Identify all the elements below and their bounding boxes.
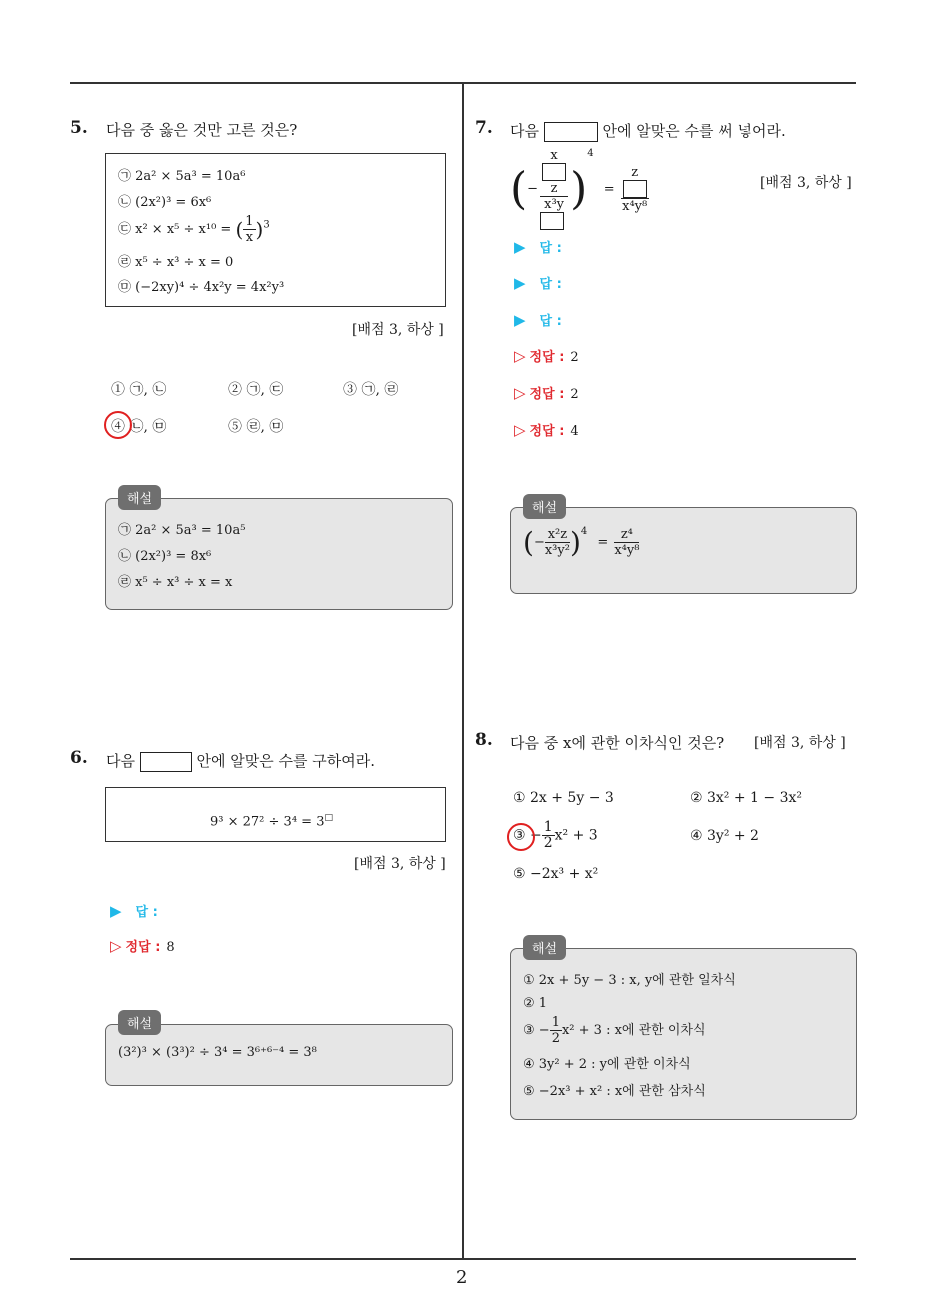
correct-triangle-icon: ▷ (514, 421, 526, 439)
q5-choice-1[interactable]: ① ㉠, ㉡ (111, 382, 167, 398)
q6-explanation: (3²)³ × (3³)² ÷ 3⁴ = 3⁶⁺⁶⁻⁴ = 3⁸ (118, 1045, 317, 1060)
bottom-rule (70, 1258, 856, 1260)
q6-answer-field[interactable]: ▶ 답 : (110, 902, 158, 920)
answer-triangle-icon: ▶ (514, 274, 526, 292)
q5-statement-4: ㉣ x⁵ ÷ x³ ÷ x = 0 (118, 255, 234, 270)
q5-question: 다음 중 옳은 것만 고른 것은? (106, 121, 298, 139)
q7-lhs-fraction: x z x³y (540, 148, 568, 230)
q7-score: [배점 3, 하상 ] (760, 175, 852, 191)
q5-statement-1: ㉠ 2a² × 5a³ = 10a⁶ (118, 169, 246, 184)
q6-number: 6. (70, 748, 88, 768)
q6-equation-box (105, 787, 446, 842)
q7-correct-answer-3: ▷ 정답 : 4 (514, 421, 579, 439)
q5-statement-3-text: ㉢ x² × x⁵ ÷ x¹⁰ = (118, 222, 236, 237)
q6-explanation-label: 해설 (118, 1010, 161, 1035)
q6-equation: 9³ × 27² ÷ 3⁴ = 3□ (210, 813, 333, 830)
q5-choice-4[interactable]: ④ ㉡, ㉤ (111, 419, 167, 435)
q5-statement-box (105, 153, 446, 307)
q5-choice-3[interactable]: ③ ㉠, ㉣ (343, 382, 399, 398)
q8-choice-1[interactable]: ① 2x + 5y − 3 (513, 790, 614, 806)
q7-answer-field-3[interactable]: ▶ 답 : (514, 311, 562, 329)
q5-score: [배점 3, 하상 ] (352, 322, 444, 338)
q8-explanation-3: ③ − $\frac{1}{2}$ x² + 3 : x에 관한 이차식 (523, 1015, 706, 1046)
q8-question: 다음 중 x에 관한 이차식인 것은? (510, 734, 725, 752)
q7-blank-box (544, 122, 598, 142)
q5-choice-2[interactable]: ② ㉠, ㉢ (228, 382, 284, 398)
q8-choice-5[interactable]: ⑤ −2x³ + x² (513, 866, 599, 882)
q5-explanation-1: ㉠ 2a² × 5a³ = 10a⁵ (118, 523, 246, 538)
q5-number: 5. (70, 118, 88, 138)
q7-correct-answer-1: ▷ 정답 : 2 (514, 347, 579, 365)
answer-triangle-icon: ▶ (514, 311, 526, 329)
q6-score: [배점 3, 하상 ] (354, 856, 446, 872)
q7-correct-answer-2: ▷ 정답 : 2 (514, 384, 579, 402)
q8-number: 8. (475, 730, 493, 750)
q5-statement-3-fraction: $\frac{1}{x}$ (245, 214, 254, 245)
q8-score: [배점 3, 하상 ] (754, 735, 846, 751)
q8-choice-2[interactable]: ② 3x² + 1 − 3x² (690, 790, 802, 806)
q5-explanation-2: ㉡ (2x²)³ = 8x⁶ (118, 549, 212, 564)
answer-triangle-icon: ▶ (110, 902, 122, 920)
q8-explanation-label: 해설 (523, 935, 566, 960)
q7-explanation-box (510, 507, 857, 594)
q7-explanation: (− $\frac{\text{x²z}}{\text{x³y²}}$ )$^4$ = $\frac{\text{z⁴}}{\text{x⁴y⁸}}$ (523, 526, 640, 559)
q7-question: 다음 안에 알맞은 수를 써 넣어라. (510, 122, 786, 140)
q8-explanation-4: ④ 3y² + 2 : y에 관한 이차식 (523, 1057, 691, 1072)
q8-explanation-2: ② 1 (523, 996, 548, 1011)
q5-statement-5: ㉤ (−2xy)⁴ ÷ 4x²y = 4x²y³ (118, 280, 285, 295)
q5-explanation-box (105, 498, 453, 610)
correct-triangle-icon: ▷ (514, 384, 526, 402)
q6-correct-answer: ▷ 정답 : 8 (110, 937, 175, 955)
q7-explanation-label: 해설 (523, 494, 566, 519)
q7-number: 7. (475, 118, 493, 138)
q8-explanation-1: ① 2x + 5y − 3 : x, y에 관한 일차식 (523, 973, 736, 988)
correct-triangle-icon: ▷ (514, 347, 526, 365)
q8-choice-4[interactable]: ④ 3y² + 2 (690, 828, 759, 844)
q7-blank-3 (623, 180, 647, 198)
q7-rhs-fraction: $\frac{z}{\text{x⁴y⁸}}$ (622, 164, 648, 214)
q5-selected-mark (104, 411, 132, 439)
q8-choice-3[interactable]: ③ − $\frac{1}{2}$ x² + 3 (513, 819, 598, 851)
q8-explanation-box (510, 948, 857, 1120)
q5-choice-5[interactable]: ⑤ ㉣, ㉤ (228, 419, 284, 435)
q5-statement-3: ㉢ x² × x⁵ ÷ x¹⁰ = ( $\frac{1}{x}$ )$^3$ (118, 214, 270, 245)
page-number: 2 (456, 1267, 468, 1288)
q8-explanation-5: ⑤ −2x³ + x² : x에 관한 삼차식 (523, 1084, 706, 1099)
q5-explanation-3: ㉣ x⁵ ÷ x³ ÷ x = x (118, 575, 233, 590)
q7-blank-2 (540, 212, 564, 230)
correct-triangle-icon: ▷ (110, 937, 122, 955)
q8-selected-mark (507, 823, 535, 851)
q6-blank-box (140, 752, 192, 772)
q7-answer-field-1[interactable]: ▶ 답 : (514, 238, 562, 256)
q5-statement-2: ㉡ (2x²)³ = 6x⁶ (118, 195, 212, 210)
q6-question: 다음 안에 알맞은 수를 구하여라. (106, 752, 376, 770)
q7-equation: (− x z x³y )$^4$ = $\frac{z}{\text{x⁴y⁸}}$ (510, 148, 649, 230)
q7-answer-field-2[interactable]: ▶ 답 : (514, 274, 562, 292)
q5-explanation-label: 해설 (118, 485, 161, 510)
q7-blank-1 (542, 163, 566, 181)
column-divider (462, 82, 464, 1260)
answer-triangle-icon: ▶ (514, 238, 526, 256)
